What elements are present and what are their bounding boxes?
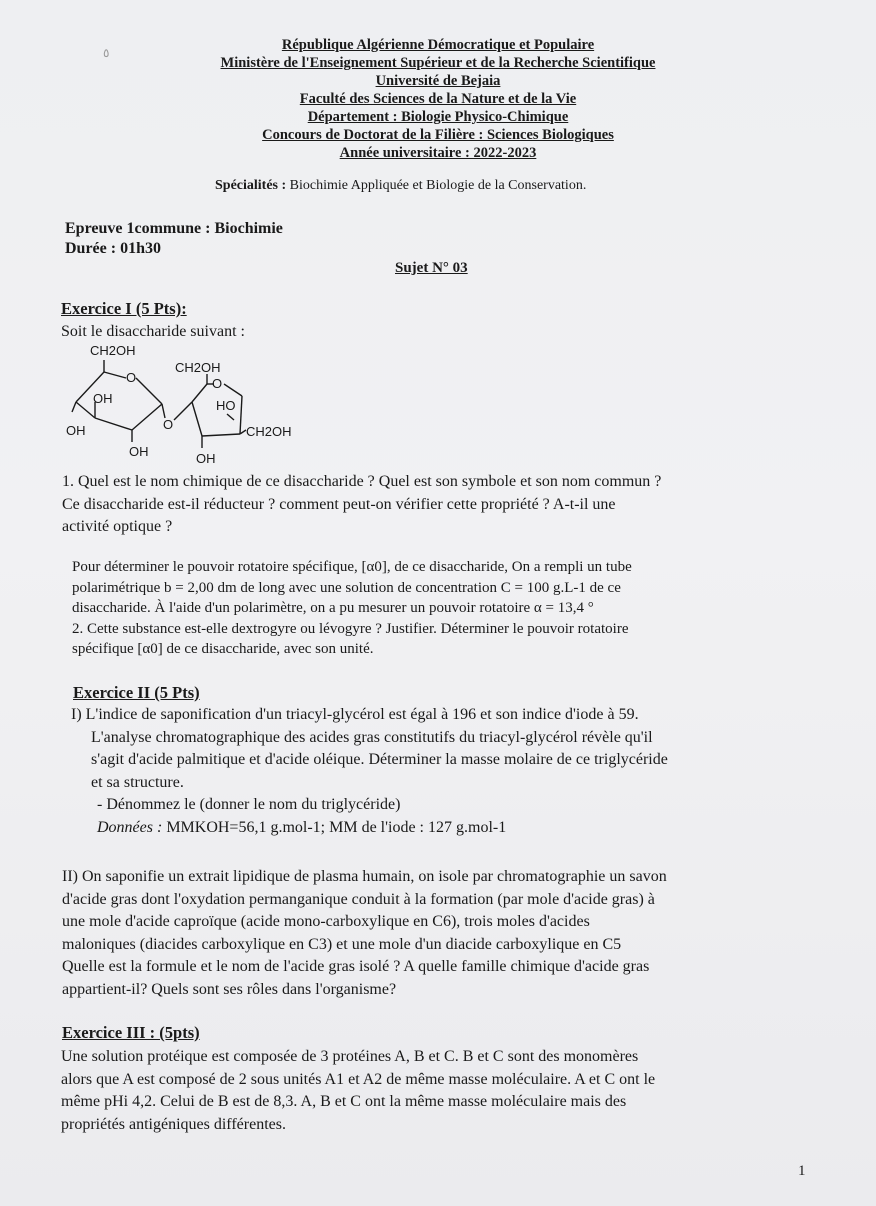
exercice1-question1 xyxy=(62,471,804,539)
exercice1-intro: Soit le disaccharide suivant : xyxy=(61,323,245,340)
q1-line: activité optique ? xyxy=(62,518,173,535)
header-republic: République Algérienne Démocratique et Populaire xyxy=(281,37,595,53)
para-line: disaccharide. À l'aide d'un polarimètre, on a pu mesurer un pouvoir rotatoire α = 13,4 ° xyxy=(72,600,594,616)
q1-line: 1. Quel est le nom chimique de ce disaccharide ? Quel est son symbole et son nom commun ? xyxy=(62,473,662,490)
exercice2-title: Exercice II (5 Pts) xyxy=(73,683,200,702)
part1-line: et sa structure. xyxy=(91,773,184,791)
part1-line: L'analyse chromatographique des acides gras constitutifs du triacyl-glycérol révèle qu'il xyxy=(91,728,653,746)
part2-line: Quelle est la formule et le nom de l'acide gras isolé ? A quelle famille chimique d'acide gras xyxy=(62,958,650,975)
label-oh-left: OH xyxy=(66,423,86,438)
label-ch2oh-top: CH2OH xyxy=(90,343,136,358)
ex3-line: même pHi 4,2. Celui de B est de 8,3. A, B et C ont la même masse moléculaire mais des xyxy=(61,1093,627,1110)
exam-header xyxy=(0,36,876,162)
header-university: Université de Bejaia xyxy=(375,73,501,89)
specialites-value: Biochimie Appliquée et Biologie de la Conservation. xyxy=(289,178,587,193)
exercice3-text xyxy=(61,1046,809,1136)
donnees-value: MMKOH=56,1 g.mol-1; MM de l'iode : 127 g.mol-1 xyxy=(166,818,507,836)
label-oh-ring1: OH xyxy=(93,391,113,406)
exercice2-part2 xyxy=(62,866,810,1001)
para-line: 2. Cette substance est-elle dextrogyre ou lévogyre ? Justifier. Déterminer le pouvoir rotatoire xyxy=(72,620,629,637)
label-oh-bottom2: OH xyxy=(196,451,216,466)
header-year: Année universitaire : 2022-2023 xyxy=(339,145,537,161)
exercice3-title: Exercice III : (5pts) xyxy=(62,1023,200,1042)
part2-line: une mole d'acide caproïque (acide mono-carboxylique en C6), trois moles d'acides xyxy=(62,913,590,930)
label-o-ring1: O xyxy=(126,370,137,385)
part2-line: appartient-il? Quels sont ses rôles dans l'organisme? xyxy=(62,980,397,998)
label-o-ring2: O xyxy=(212,376,223,391)
ex3-line: propriétés antigéniques différentes. xyxy=(61,1115,286,1133)
label-ch2oh-ring2: CH2OH xyxy=(175,360,221,375)
header-ministry: Ministère de l'Enseignement Supérieur et de la Recherche Scientifique xyxy=(220,55,656,71)
label-o-bridge: O xyxy=(163,417,174,432)
ex3-line: alors que A est composé de 2 sous unités A1 et A2 de même masse moléculaire. A et C ont le xyxy=(61,1070,656,1088)
q1-line: Ce disaccharide est-il réducteur ? comment peut-on vérifier cette propriété ? A-t-il une xyxy=(62,495,616,513)
epreuve-block xyxy=(65,219,283,259)
exercice2-part1 xyxy=(71,704,807,839)
part2-line: maloniques (diacides carboxylique en C3) et une mole d'un diacide carboxylique en C5 xyxy=(62,935,622,953)
sujet-number: Sujet N° 03 xyxy=(395,260,468,276)
para-line: Pour déterminer le pouvoir rotatoire spécifique, [α0], de ce disaccharide, On a rempli un tube xyxy=(72,559,632,575)
donnees-line xyxy=(71,817,807,840)
para-line: polarimétrique b = 2,00 dm de long avec une solution de concentration C = 100 g.L-1 de ce xyxy=(72,579,621,596)
corner-mark: ٥ xyxy=(103,46,110,60)
ex3-line: Une solution protéique est composée de 3 protéines A, B et C. B et C sont des monomères xyxy=(61,1048,639,1065)
part1-line: - Dénommez le (donner le nom du triglycéride) xyxy=(97,796,401,813)
disaccharide-structure xyxy=(62,340,312,470)
header-concours: Concours de Doctorat de la Filière : Sciences Biologiques xyxy=(262,127,614,143)
specialites xyxy=(215,178,586,194)
specialites-label: Spécialités : xyxy=(215,178,287,193)
exercice1-title: Exercice I (5 Pts): xyxy=(61,299,187,318)
page-number: 1 xyxy=(798,1163,806,1179)
para-line: spécifique [α0] de ce disaccharide, avec son unité. xyxy=(72,641,374,657)
epreuve-title: Epreuve 1commune : Biochimie xyxy=(65,220,283,237)
donnees-label: Données : xyxy=(97,818,163,836)
part1-line: s'agit d'acide palmitique et d'acide oléique. Déterminer la masse molaire de ce triglycéride xyxy=(91,751,668,768)
header-department: Département : Biologie Physico-Chimique xyxy=(307,109,569,125)
label-oh-bottom1: OH xyxy=(129,444,149,459)
label-ho-ring2: HO xyxy=(216,398,236,413)
part1-line: I) L'indice de saponification d'un triacyl-glycérol est égal à 196 et son indice d'iode à 59. xyxy=(71,706,639,723)
header-faculty: Faculté des Sciences de la Nature et de la Vie xyxy=(299,91,577,107)
part2-line: d'acide gras dont l'oxydation permanganique conduit à la formation (par mole d'acide gras) à xyxy=(62,890,655,908)
label-ch2oh-right: CH2OH xyxy=(246,424,292,439)
part2-line: II) On saponifie un extrait lipidique de plasma humain, on isole par chromatographie un savon xyxy=(62,868,667,885)
epreuve-duree: Durée : 01h30 xyxy=(65,240,161,257)
exercice1-polarimetry xyxy=(72,557,798,660)
